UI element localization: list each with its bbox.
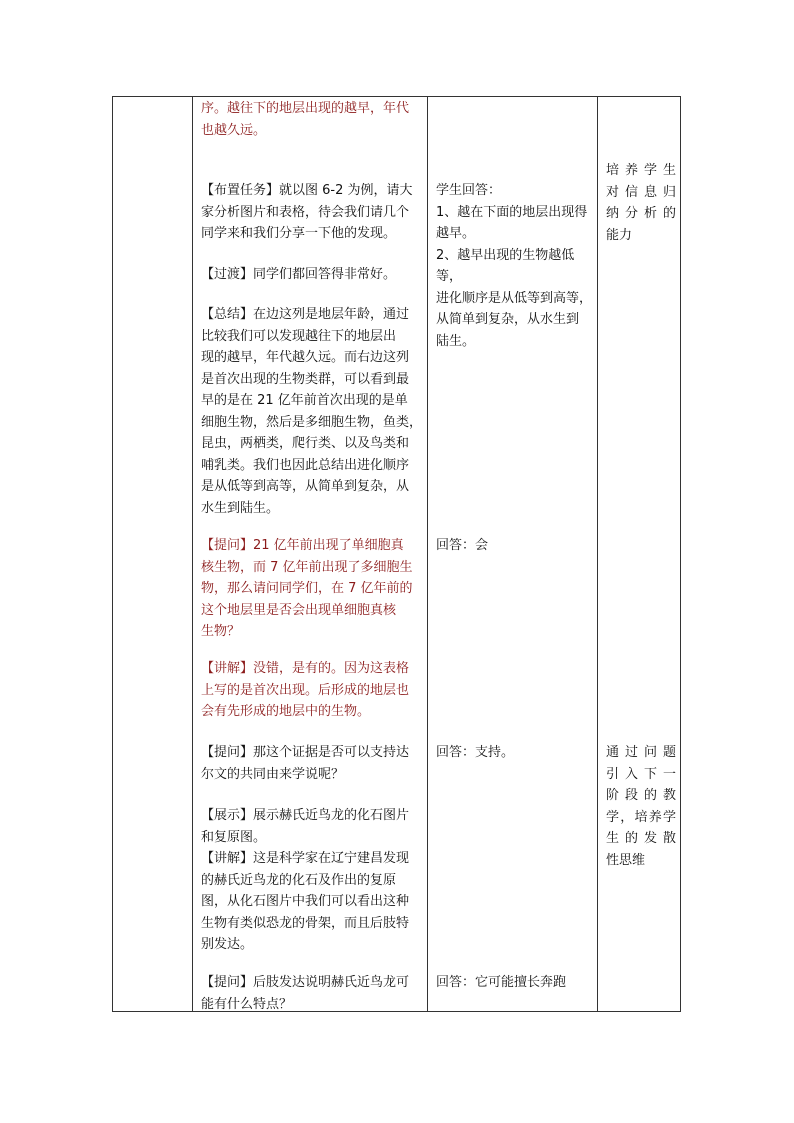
column-divider bbox=[427, 96, 428, 1012]
text-line: 回答：支持。 bbox=[436, 745, 515, 760]
text-line: 性思维 bbox=[606, 852, 646, 868]
teacher-text-b bbox=[201, 180, 423, 245]
student-text-c bbox=[436, 742, 592, 764]
text-line: 越早。 bbox=[436, 226, 476, 241]
text-line: 【展示】展示赫氏近鸟龙的化石图片 bbox=[201, 808, 410, 823]
text-line: 学生回答： bbox=[436, 183, 502, 198]
text-line: 【提问】21 亿年前出现了单细胞真 bbox=[201, 538, 404, 553]
text-line: 别发达。 bbox=[201, 937, 254, 952]
text-line: 【总结】在边这列是地层年龄，通过 bbox=[201, 307, 410, 322]
text-line: 陆生。 bbox=[436, 333, 476, 349]
text-line: 昆虫，两栖类，爬行类、以及鸟类和 bbox=[201, 436, 410, 451]
text-line: 【讲解】没错，是有的。因为这表格 bbox=[201, 661, 410, 676]
teacher-text-j bbox=[201, 972, 423, 1015]
teacher-text-i bbox=[201, 848, 423, 956]
intent-text-b bbox=[606, 742, 676, 871]
text-line: 2、越早出现的生物越低等， bbox=[436, 247, 575, 284]
text-line: 对信息归 bbox=[606, 184, 676, 200]
column-divider bbox=[192, 96, 193, 1012]
text-line: 回答：它可能擅长奔跑 bbox=[436, 975, 567, 990]
text-line: 现的越早，年代越久远。而右边这列 bbox=[201, 350, 410, 365]
text-line: 进化顺序是从低等到高等， bbox=[436, 290, 593, 306]
text-line: 能有什么特点？ bbox=[201, 996, 293, 1012]
text-line: 物，那么请问同学们，在 7 亿年前的 bbox=[201, 581, 413, 596]
student-text-d bbox=[436, 972, 592, 994]
text-line: 1、越在下面的地层出现得 bbox=[436, 204, 588, 220]
text-line: 水生到陆生。 bbox=[201, 500, 280, 516]
text-line: 从简单到复杂，从水生到 bbox=[436, 312, 580, 327]
teacher-text-f bbox=[201, 658, 423, 723]
text-line: 培养学生 bbox=[606, 163, 676, 178]
text-line: 【布置任务】就以图 6-2 为例，请大 bbox=[201, 183, 413, 198]
text-line: 阶段的教 bbox=[606, 788, 676, 803]
text-line: 的赫氏近鸟龙的化石及作出的复原 bbox=[201, 872, 397, 888]
student-text-a bbox=[436, 180, 592, 352]
text-line: 和复原图。 bbox=[201, 829, 267, 845]
text-line: 是首次出现的生物类群，可以看到最 bbox=[201, 371, 410, 387]
text-line: 比较我们可以发现越往下的地层出 bbox=[201, 328, 397, 344]
text-line: 生的发散 bbox=[606, 831, 676, 846]
text-line: 这个地层里是否会出现单细胞真核 bbox=[201, 602, 397, 618]
text-line: 同学来和我们分享一下他的发现。 bbox=[201, 226, 397, 241]
text-line: 图，从化石图片中我们可以看出这种 bbox=[201, 894, 410, 909]
text-line: 【提问】那这个证据是否可以支持达 bbox=[201, 745, 410, 760]
teacher-text-e bbox=[201, 535, 423, 643]
text-line: 序。越往下的地层出现的越早，年代 bbox=[201, 101, 410, 116]
text-line: 生物？ bbox=[201, 624, 241, 639]
text-line: 家分析图片和表格，待会我们请几个 bbox=[201, 204, 410, 220]
text-line: 回答：会 bbox=[436, 538, 489, 553]
intent-text-a bbox=[606, 160, 676, 246]
text-line: 哺乳类。我们也因此总结出进化顺序 bbox=[201, 457, 410, 473]
text-line: 【讲解】这是科学家在辽宁建昌发现 bbox=[201, 851, 410, 866]
text-line: 尔文的共同由来学说呢？ bbox=[201, 766, 345, 782]
text-line: 早的是在 21 亿年前首次出现的是单 bbox=[201, 393, 408, 408]
teacher-text-d bbox=[201, 304, 423, 519]
text-line: 学，培养学 bbox=[606, 809, 676, 825]
teacher-text-g bbox=[201, 742, 423, 785]
text-line: 【过渡】同学们都回答得非常好。 bbox=[201, 267, 397, 282]
text-line: 通过问题 bbox=[606, 745, 676, 760]
text-line: 核生物，而 7 亿年前出现了多细胞生 bbox=[201, 559, 413, 575]
text-line: 会有先形成的地层中的生物。 bbox=[201, 704, 371, 719]
text-line: 上写的是首次出现。后形成的地层也 bbox=[201, 682, 410, 698]
teacher-text-c bbox=[201, 264, 423, 286]
text-line: 也越久远。 bbox=[201, 122, 267, 138]
column-divider bbox=[680, 96, 681, 1012]
text-line: 引入下一 bbox=[606, 766, 676, 782]
text-line: 【提问】后肢发达说明赫氏近鸟龙可 bbox=[201, 975, 410, 990]
student-text-b bbox=[436, 535, 592, 557]
column-divider bbox=[597, 96, 598, 1012]
text-line: 生物有类似恐龙的骨架，而且后肢特 bbox=[201, 915, 410, 931]
text-line: 细胞生物，然后是多细胞生物，鱼类， bbox=[201, 414, 423, 430]
teacher-text-h bbox=[201, 805, 423, 848]
text-line: 是从低等到高等，从简单到复杂，从 bbox=[201, 479, 410, 494]
text-line: 能力 bbox=[606, 227, 633, 243]
teacher-text-a bbox=[201, 98, 423, 141]
text-line: 纳分析的 bbox=[606, 206, 676, 221]
